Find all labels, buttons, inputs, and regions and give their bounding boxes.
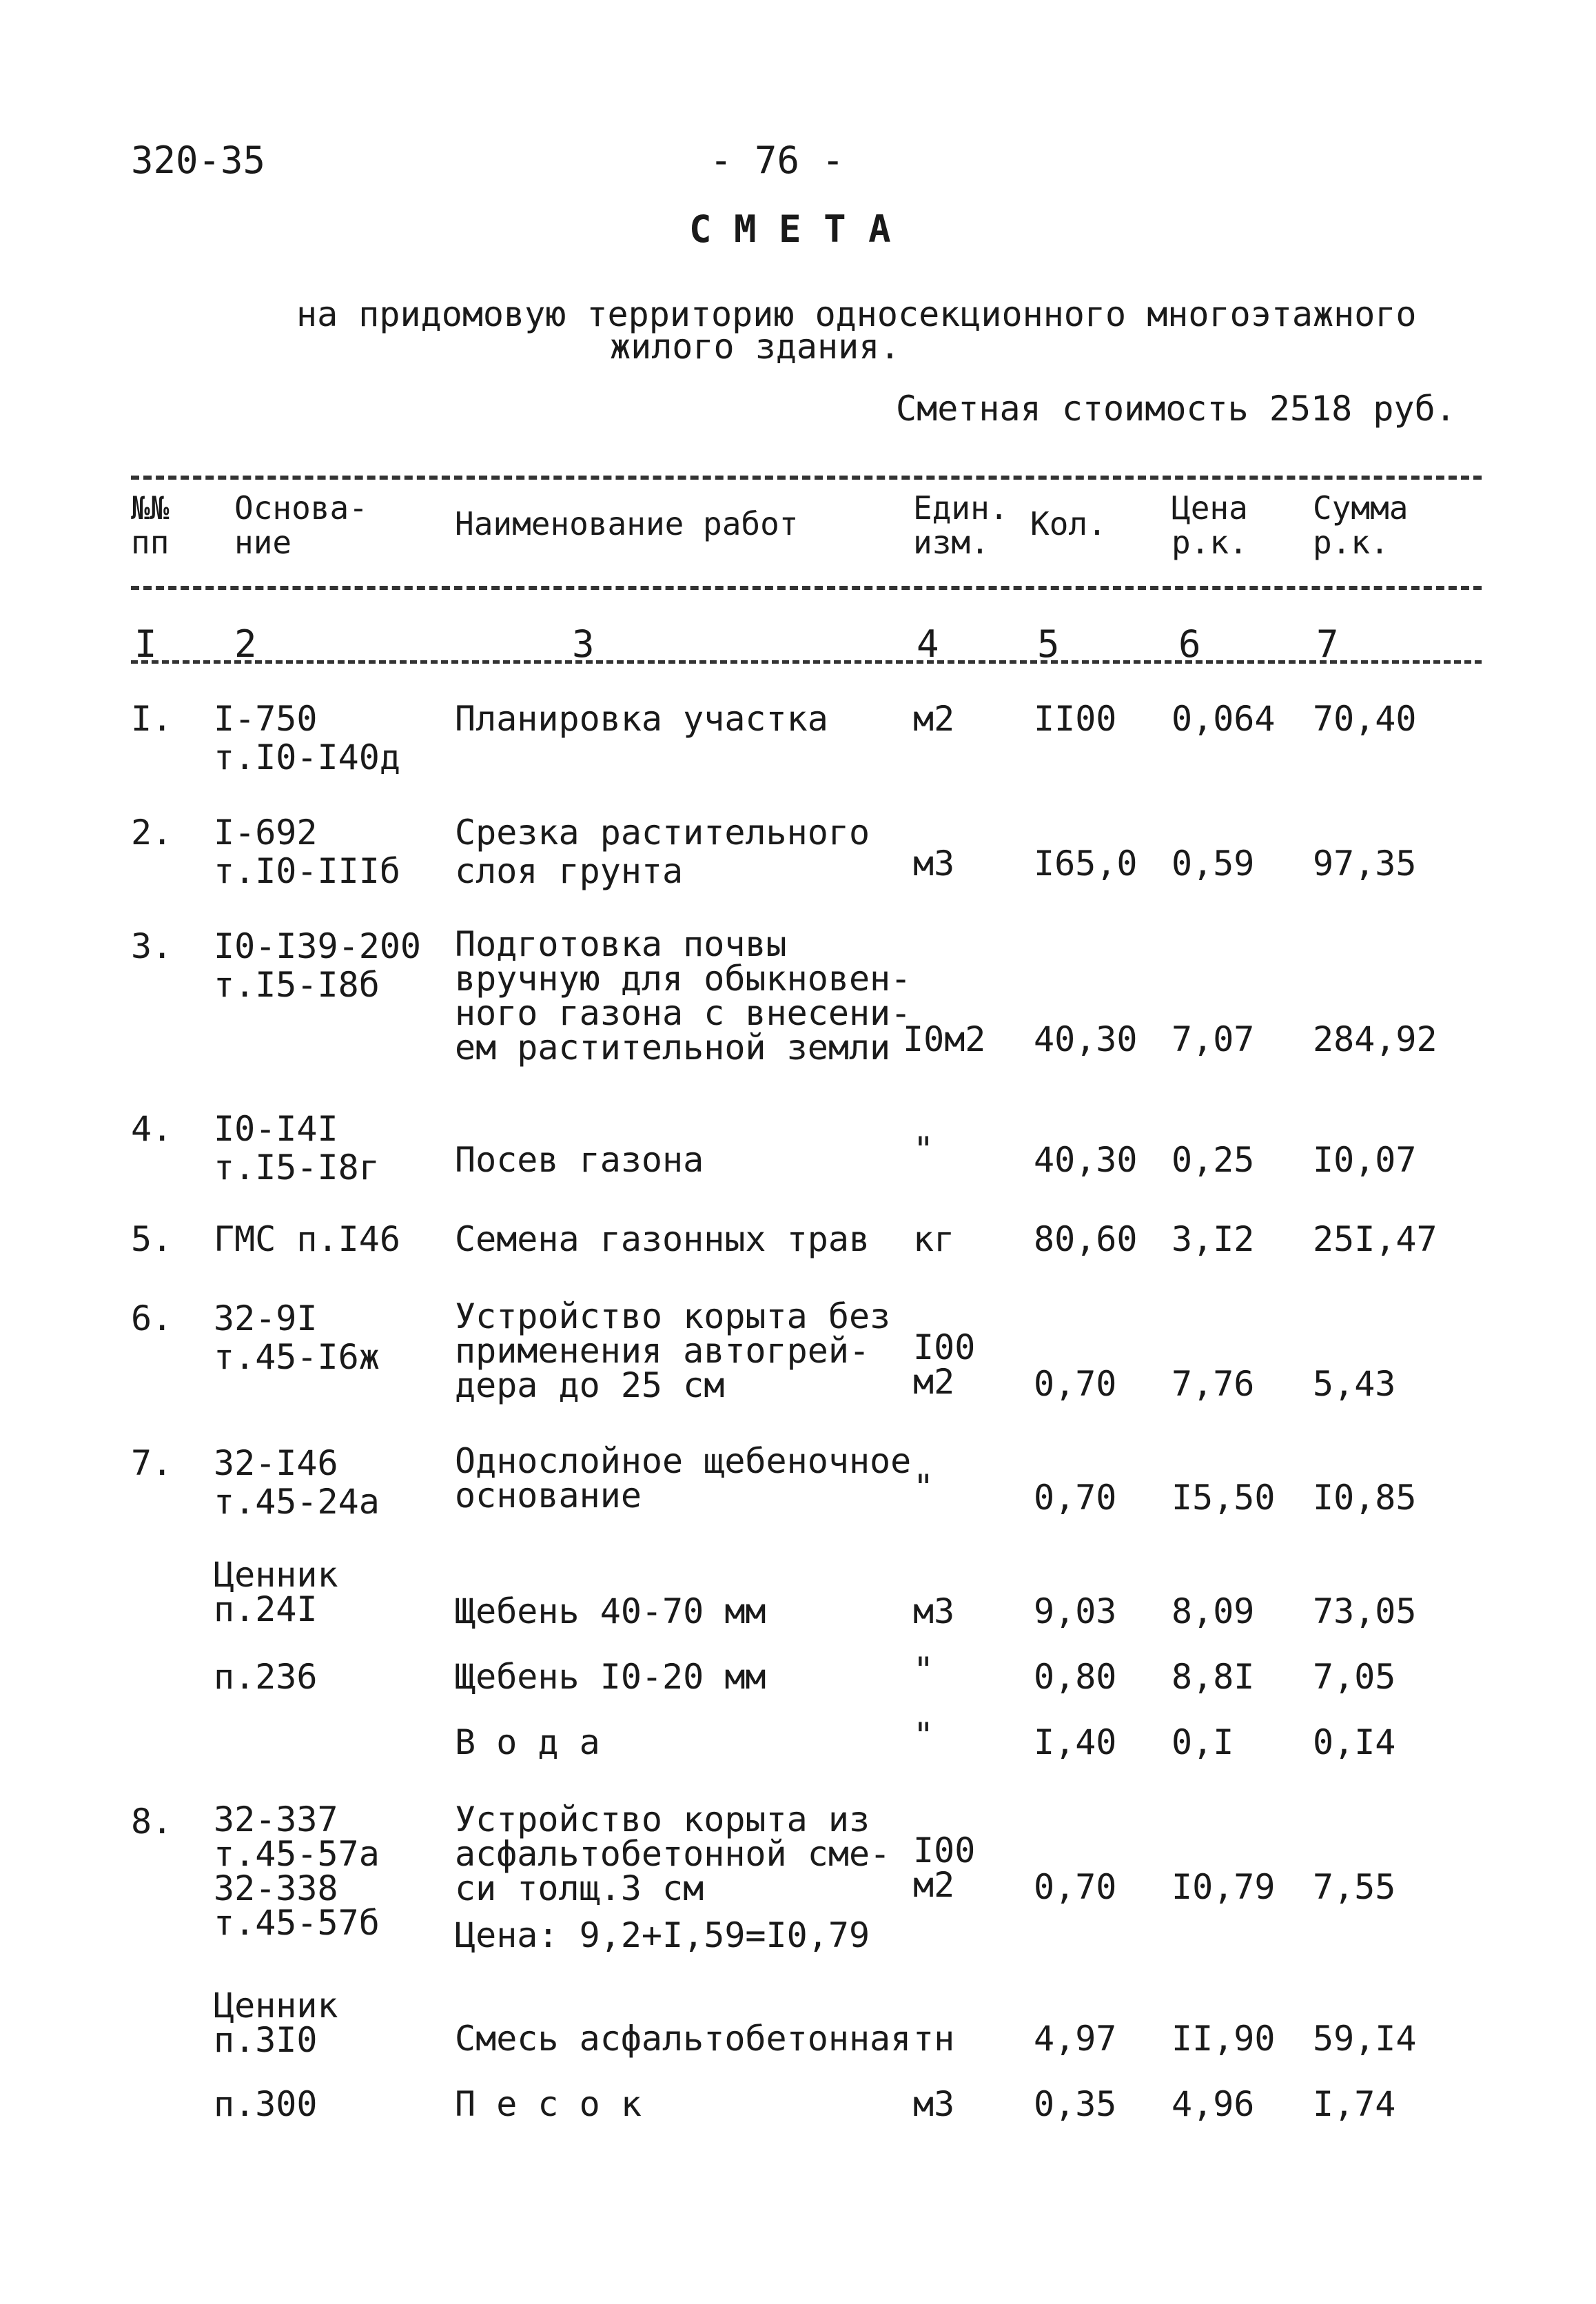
row-7b-sum: 7,05	[1313, 1657, 1396, 1697]
row-8b-qty: 0,35	[1034, 2084, 1117, 2124]
row-7-name: Однослойное щебеночное основание	[455, 1441, 912, 1516]
row-8b-price: 4,96	[1172, 2084, 1255, 2124]
row-4-basis: I0-I4I т.I5-I8г	[214, 1109, 380, 1187]
column-header-qty: Кол.	[1030, 505, 1107, 542]
row-7a-price: 8,09	[1172, 1591, 1255, 1631]
row-5-sum: 25I,47	[1313, 1219, 1438, 1259]
row-4-unit: "	[913, 1130, 934, 1170]
row-7c-sum: 0,I4	[1313, 1722, 1396, 1762]
subtitle-line-2: жилого здания.	[610, 327, 901, 367]
column-header-sum: Сумма р.к.	[1313, 489, 1409, 561]
row-7a-basis: Ценник п.24I	[214, 1555, 338, 1629]
row-6-price: 7,76	[1172, 1364, 1255, 1404]
row-8b-basis: п.300	[214, 2084, 318, 2124]
row-8-qty: 0,70	[1034, 1867, 1117, 1907]
document-title: С М Е Т А	[689, 207, 891, 251]
row-8-sum: 7,55	[1313, 1867, 1396, 1907]
row-3-num: 3.	[131, 926, 173, 966]
row-7b-name: Щебень I0-20 мм	[455, 1657, 766, 1697]
column-number-rule	[131, 660, 1482, 664]
page-number: - 76 -	[710, 139, 845, 182]
column-number-3: 3	[572, 622, 595, 666]
row-6-sum: 5,43	[1313, 1364, 1396, 1404]
row-2-num: 2.	[131, 813, 173, 853]
row-7-qty: 0,70	[1034, 1478, 1117, 1518]
table-top-rule	[131, 476, 1482, 480]
row-5-unit: кг	[913, 1219, 955, 1259]
row-8a-name: Смесь асфальтобетонная	[455, 2019, 912, 2059]
row-8a-qty: 4,97	[1034, 2019, 1117, 2059]
row-5-num: 5.	[131, 1219, 173, 1259]
row-7c-price: 0,I	[1172, 1722, 1234, 1762]
row-7c-qty: I,40	[1034, 1722, 1117, 1762]
row-2-unit: м3	[913, 844, 955, 884]
row-3-sum: 284,92	[1313, 1019, 1438, 1059]
row-1-num: I.	[131, 699, 173, 739]
row-7-num: 7.	[131, 1443, 173, 1483]
row-2-sum: 97,35	[1313, 844, 1417, 884]
row-5-name: Семена газонных трав	[455, 1219, 870, 1259]
row-2-qty: I65,0	[1034, 844, 1138, 884]
row-7c-name: В о д а	[455, 1722, 600, 1762]
row-7a-qty: 9,03	[1034, 1591, 1117, 1631]
row-7a-unit: м3	[913, 1591, 955, 1631]
row-3-qty: 40,30	[1034, 1019, 1138, 1059]
row-2-basis: I-692 т.I0-IIIб	[214, 813, 400, 891]
column-number-6: 6	[1178, 622, 1201, 666]
row-1-sum: 70,40	[1313, 699, 1417, 739]
row-7b-price: 8,8I	[1172, 1657, 1255, 1697]
row-1-name: Планировка участка	[455, 699, 828, 739]
row-8a-unit: тн	[913, 2019, 955, 2059]
column-number-2: 2	[234, 622, 257, 666]
row-6-name: Устройство корыта без применения автогрей- дера до 25 см	[455, 1296, 891, 1405]
row-8b-name: П е с о к	[455, 2084, 642, 2124]
column-number-7: 7	[1316, 622, 1339, 666]
row-1-price: 0,064	[1172, 699, 1276, 739]
row-8a-basis: Ценник п.3I0	[214, 1986, 338, 2060]
column-header-name: Наименование работ	[455, 505, 799, 542]
row-8b-sum: I,74	[1313, 2084, 1396, 2124]
row-8b-unit: м3	[913, 2084, 955, 2124]
row-4-num: 4.	[131, 1109, 173, 1149]
row-3-price: 7,07	[1172, 1019, 1255, 1059]
row-1-qty: II00	[1034, 699, 1117, 739]
row-8-name: Устройство корыта из асфальтобетонной сме- си толщ.3 см	[455, 1800, 891, 1908]
row-6-unit: I00 м2	[913, 1327, 976, 1402]
document-number: 320-35	[131, 139, 266, 182]
row-3-name: Подготовка почвы вручную для обыкновен- ного газона с внесени- ем растительной земли	[455, 924, 912, 1068]
row-7a-name: Щебень 40-70 мм	[455, 1591, 766, 1631]
row-7c-unit: "	[913, 1715, 934, 1755]
row-1-unit: м2	[913, 699, 955, 739]
row-8-price: I0,79	[1172, 1867, 1276, 1907]
row-7-sum: I0,85	[1313, 1478, 1417, 1518]
column-number-1: I	[134, 622, 157, 666]
row-8-basis: 32-337 т.45-57а 32-338 т.45-57б	[214, 1800, 380, 1943]
row-7b-unit: "	[913, 1650, 934, 1690]
row-8a-price: II,90	[1172, 2019, 1276, 2059]
subtitle-line-1: на придомовую территорию односекционного многоэтажного	[296, 294, 1417, 334]
column-header-price: Цена р.к.	[1172, 489, 1248, 561]
row-1-basis: I-750 т.I0-I40д	[214, 699, 400, 777]
column-number-5: 5	[1037, 622, 1060, 666]
row-4-price: 0,25	[1172, 1140, 1255, 1180]
row-4-name: Посев газона	[455, 1140, 704, 1180]
row-7b-qty: 0,80	[1034, 1657, 1117, 1697]
column-header-unit: Един. изм.	[913, 489, 1009, 561]
row-7-price: I5,50	[1172, 1478, 1276, 1518]
row-8-price-note: Цена: 9,2+I,59=I0,79	[455, 1915, 870, 1955]
row-5-qty: 80,60	[1034, 1219, 1138, 1259]
column-number-4: 4	[917, 622, 939, 666]
row-5-basis: ГМС п.I46	[214, 1219, 400, 1259]
row-2-price: 0,59	[1172, 844, 1255, 884]
row-4-sum: I0,07	[1313, 1140, 1417, 1180]
row-6-qty: 0,70	[1034, 1364, 1117, 1404]
column-header-num: №№ пп	[131, 489, 170, 561]
row-3-unit: I0м2	[903, 1019, 986, 1059]
row-5-price: 3,I2	[1172, 1219, 1255, 1259]
row-8-num: 8.	[131, 1802, 173, 1842]
row-7-unit: "	[913, 1467, 934, 1507]
row-7a-sum: 73,05	[1313, 1591, 1417, 1631]
row-6-basis: 32-9I т.45-I6ж	[214, 1298, 380, 1377]
row-8-unit: I00 м2	[913, 1831, 976, 1905]
row-2-name: Срезка растительного слоя грунта	[455, 813, 870, 891]
table-header-rule	[131, 586, 1482, 590]
row-7-basis: 32-I46 т.45-24а	[214, 1443, 380, 1522]
row-8a-sum: 59,I4	[1313, 2019, 1417, 2059]
column-header-basis: Основа- ние	[234, 489, 368, 561]
row-4-qty: 40,30	[1034, 1140, 1138, 1180]
row-3-basis: I0-I39-200 т.I5-I8б	[214, 926, 422, 1005]
estimated-cost: Сметная стоимость 2518 руб.	[896, 389, 1456, 429]
row-6-num: 6.	[131, 1298, 173, 1338]
row-7b-basis: п.236	[214, 1657, 318, 1697]
